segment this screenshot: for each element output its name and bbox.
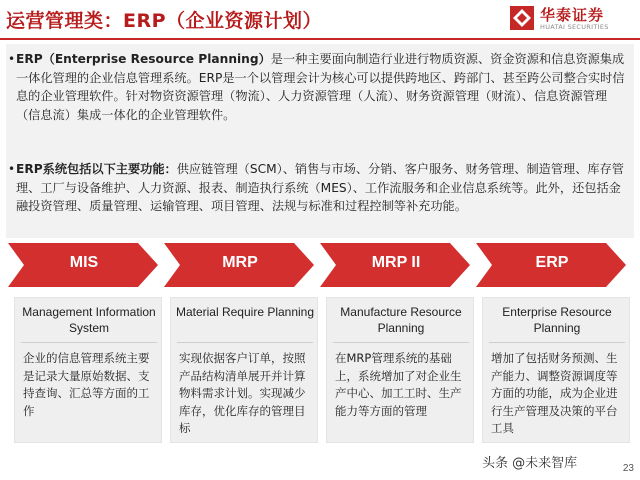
logo-text-en: HUATAI SECURITIES xyxy=(540,23,609,31)
stage-english-name: Management Information System xyxy=(22,305,156,335)
card-divider xyxy=(21,342,157,343)
stage-card-mrp2 xyxy=(326,297,474,443)
bullet-erp-definition xyxy=(8,50,626,124)
description-panel xyxy=(6,44,634,238)
stage-label: MRP xyxy=(222,254,258,271)
stage-arrow-mrp2 xyxy=(320,243,472,287)
bullet-text: 供应链管理（SCM）、销售与市场、分销、客户服务、财务管理、制造管理、库存管理、工厂与设备维护、人力资源、报表、制造执行系统（MES）、工作流服务和企业信息系统等。此外，还包括金融投资管理、质量管理、运输管理、项目管理、法规与标准和过程控制等补充功能。 xyxy=(16,162,624,213)
bullet-dot-icon: • xyxy=(8,52,16,66)
stage-card-mis xyxy=(14,297,162,443)
stage-english-name: Material Require Planning xyxy=(175,305,315,319)
card-divider xyxy=(333,342,469,343)
stage-description: 在MRP管理系统的基础上，系统增加了对企业生产中心、加工工时、生产能力等方面的管理 xyxy=(335,351,462,418)
stage-label: MIS xyxy=(69,254,99,271)
bullet-dot-icon: • xyxy=(8,162,16,176)
stage-label: ERP xyxy=(535,254,569,271)
huatai-logo xyxy=(510,4,630,36)
stage-description: 企业的信息管理系统主要是记录大量原始数据、支持查询、汇总等方面的工作 xyxy=(23,351,150,418)
huatai-logo-icon xyxy=(510,6,534,30)
bullet-lead: ERP（Enterprise Resource Planning） xyxy=(16,52,271,66)
bullet-erp-functions xyxy=(8,160,626,216)
stage-english-name: Manufacture Resource Planning xyxy=(340,305,462,335)
slide-title: 运营管理类：ERP（企业资源计划） xyxy=(6,10,323,32)
card-divider xyxy=(177,342,313,343)
logo-text-cn: 华泰证券 xyxy=(540,6,605,24)
stage-english-name: Enterprise Resource Planning xyxy=(502,305,612,335)
stage-label: MRP II xyxy=(371,254,421,271)
stage-arrow-erp xyxy=(476,243,628,287)
stage-card-mrp xyxy=(170,297,318,443)
card-divider xyxy=(489,342,625,343)
slide-header xyxy=(0,0,640,40)
watermark-text: 头条 @未来智库 xyxy=(482,456,578,471)
stage-arrow-mrp xyxy=(164,243,316,287)
stage-arrow-mis xyxy=(8,243,160,287)
stage-description: 实现依据客户订单，按照产品结构清单展开并计算物料需求计划。实现减少库存，优化库存的管理目标 xyxy=(179,351,306,435)
stage-description: 增加了包括财务预测、生产能力、调整资源调度等方面的功能，成为企业进行生产管理及决策的平台工具 xyxy=(491,351,618,435)
bullet-text: 是一种主要面向制造行业进行物质资源、资金资源和信息资源集成一体化管理的企业信息管理系统。ERP是一个以管理会计为核心可以提供跨地区、跨部门、甚至跨公司整合实时信息的企业管理软件。针对物资资源管理（物流）、人力资源管理（人流）、财务资源管理（财流）、信息资源管理（信息流）集成一体化的企业管理软件。 xyxy=(16,52,625,122)
stage-card-erp xyxy=(482,297,630,443)
page-number: 23 xyxy=(622,463,634,474)
header-divider xyxy=(0,38,640,40)
bullet-lead: ERP系统包括以下主要功能： xyxy=(16,162,177,176)
